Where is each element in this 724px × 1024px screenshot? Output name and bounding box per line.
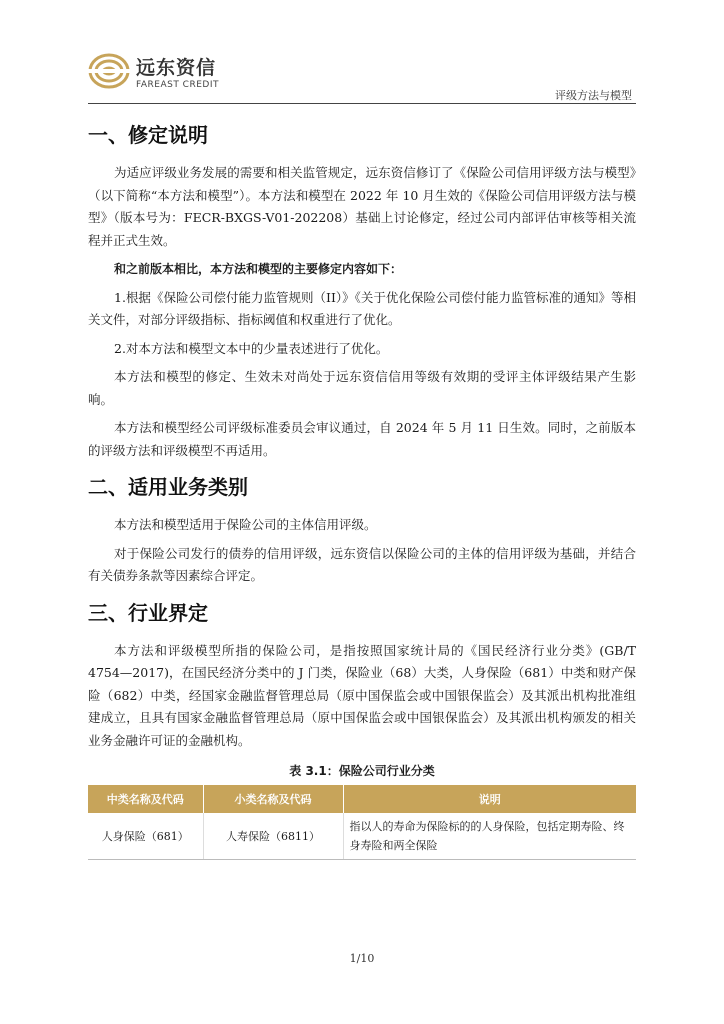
document-label: 评级方法与模型: [555, 89, 632, 102]
logo: [88, 52, 219, 90]
paragraph: 对于保险公司发行的债券的信用评级，远东资信以保险公司的主体的信用评级为基础，并结合有关债券条款等因素综合评定。: [88, 545, 636, 583]
table-cell: 人身保险（681）: [88, 813, 203, 860]
logo-chinese-name: 远东资信: [136, 57, 217, 79]
page-header: [88, 52, 636, 104]
fareast-logo-icon: [88, 52, 130, 90]
logo-english-name: FAREAST CREDIT: [136, 80, 219, 90]
table-row: [88, 813, 636, 860]
table-title: 表 3.1：保险公司行业分类: [289, 764, 435, 778]
paragraph: 本方法和模型适用于保险公司的主体信用评级。: [114, 517, 377, 532]
table-cell: 人寿保险（6811）: [203, 813, 343, 860]
paragraph: 本方法和评级模型所指的保险公司，是指按照国家统计局的《国民经济行业分类》(GB/T 4754—2017)，在国民经济分类中的 J 门类，保险业（68）大类，人身保险（681）中类和财产保险（682）中类，经国家金融监督管理总局（原中国保监会或中国银保监会）及其派出机构批准组建成立，且具有国家金融监督管理总局（原中国保监会或中国银保监会）及其派出机构颁发的相关业务金融许可证的金融机构。: [88, 642, 636, 748]
table-header-row: [88, 785, 636, 813]
page-number: 1/10: [349, 952, 375, 965]
paragraph: 本方法和模型的修定、生效未对尚处于远东资信信用等级有效期的受评主体评级结果产生影响。: [88, 369, 636, 407]
section-2-title: 二、适用业务类别: [88, 475, 248, 499]
document-body: [88, 118, 636, 860]
paragraph: 2.对本方法和模型文本中的少量表述进行了优化。: [114, 340, 389, 356]
header-divider: [88, 103, 636, 104]
column-header: 小类名称及代码: [203, 785, 343, 813]
section-3-title: 三、行业界定: [88, 600, 208, 625]
section-1-title: 一、修定说明: [88, 123, 208, 147]
column-header: 中类名称及代码: [88, 785, 203, 813]
column-header: 说明: [343, 785, 636, 813]
industry-classification-table: [88, 785, 636, 860]
paragraph: 为适应评级业务发展的需要和相关监管规定，远东资信修订了《保险公司信用评级方法与模型》（以下简称“本方法和模型”）。本方法和模型在 2022 年 10 月生效的《保险公司信用评级方法与模型》（版本号为：FECR-BXGS-V01-202208）基础上讨论修定，经过公司内部评估审核等相关流程并正式生效。: [88, 165, 636, 248]
table-cell: 指以人的寿命为保险标的的人身保险，包括定期寿险、终身寿险和两全保险: [343, 813, 636, 860]
paragraph-bold: 和之前版本相比，本方法和模型的主要修定内容如下：: [114, 262, 403, 276]
paragraph: 本方法和模型经公司评级标准委员会审议通过，自 2024 年 5 月 11 日生效。同时，之前版本的评级方法和评级模型不再适用。: [88, 420, 636, 458]
paragraph: 1.根据《保险公司偿付能力监管规则（II）》《关于优化保险公司偿付能力监管标准的通知》等相关文件，对部分评级指标、指标阈值和权重进行了优化。: [88, 289, 636, 327]
